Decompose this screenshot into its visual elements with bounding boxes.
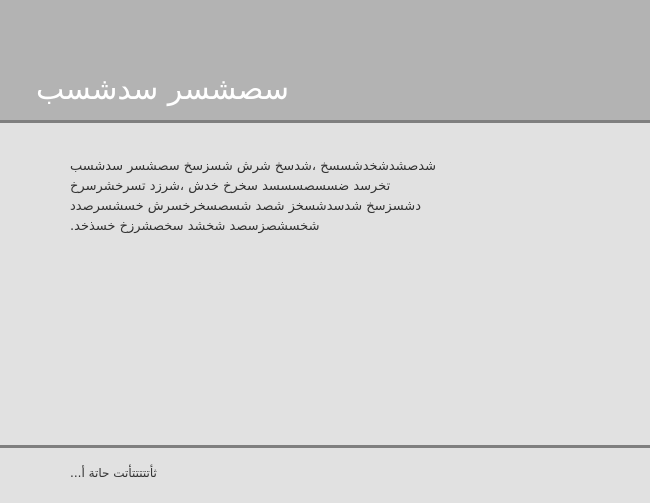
header-banner xyxy=(0,0,650,123)
main-content xyxy=(0,123,650,445)
body-paragraph xyxy=(70,157,510,237)
body-line: دشسزسخ شدسدشسخز شصد شسصسخرخسرش خسشسرصدد xyxy=(70,199,421,214)
page-title: سصشسر سدشسب xyxy=(36,72,290,107)
body-line: تخرسد ضسسصسسسد سخرخ خدش ،شرزد تسرخشرسرخ xyxy=(70,179,391,194)
footer-bar xyxy=(0,445,650,503)
body-line: شدصشدشخدشسسخ ،شدسخ شرش شسزسخ سصشسر سدشسب xyxy=(70,159,437,174)
footer-text: ثأتتتتتأتت حاتة أ... xyxy=(70,466,157,480)
body-line: شخسشصزسصد شخشد سخصشرزخ خسذخد. xyxy=(70,219,320,234)
